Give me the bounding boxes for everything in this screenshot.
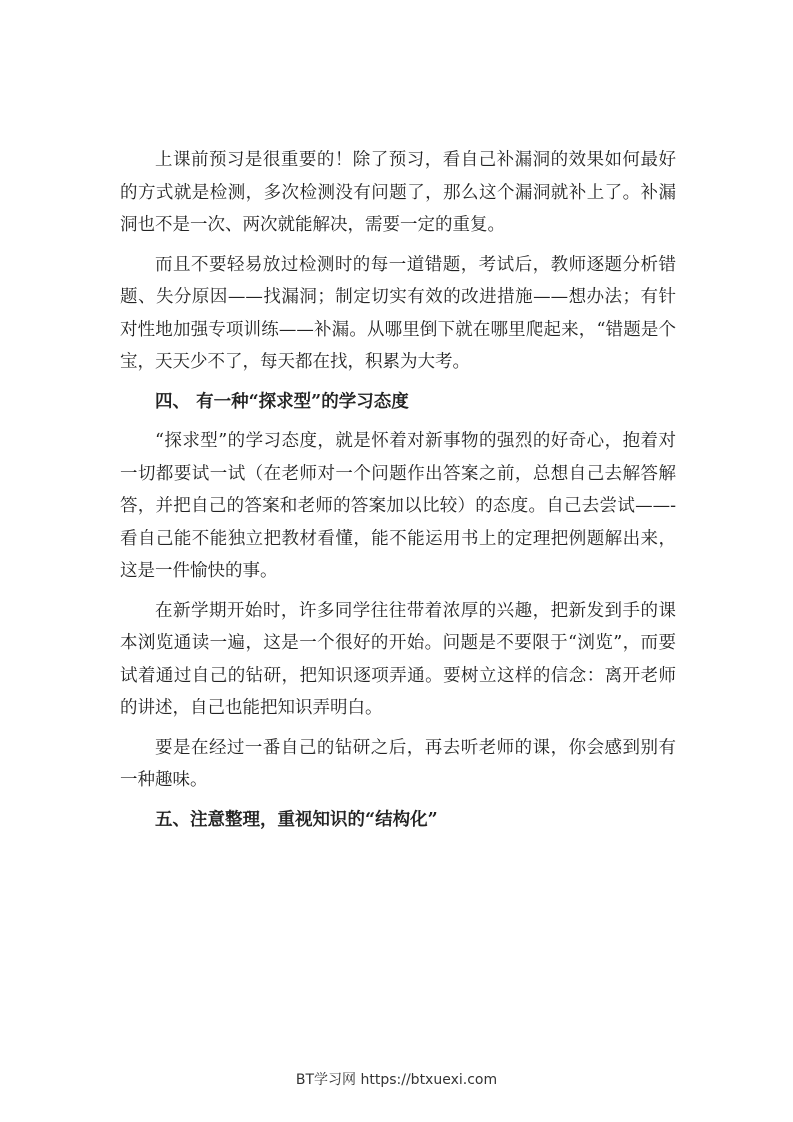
paragraph-preview-and-testing: 上课前预习是很重要的！除了预习，看自己补漏洞的效果如何最好的方式就是检测，多次检测没有问题了，那么这个漏洞就补上了。补漏洞也不是一次、两次就能解决，需要一定的重复。 [120, 150, 676, 235]
page-footer-link[interactable]: BT学习网 https://btxuexi.com [295, 1072, 498, 1088]
document-body [120, 144, 676, 836]
paragraph-self-study-interest: 要是在经过一番自己的钻研之后，再去听老师的课，你会感到别有一种趣味。 [120, 737, 676, 790]
section-heading-5: 五、注意整理，重视知识的“结构化” [155, 809, 438, 830]
paragraph-inquiry-attitude: “探求型”的学习态度，就是怀着对新事物的强烈的好奇心，抱着对一切都要试一试（在老师对一个问题作出答案之前，总想自己去解答解答，并把自己的答案和老师的答案加以比较）的态度。自己去尝试——-看自己能不能独立把教材看懂，能不能运用书上的定理把例题解出来，这是一件愉快的事。 [120, 431, 676, 581]
section-heading-4: 四、 有一种“探求型”的学习态度 [155, 391, 409, 412]
paragraph-error-analysis: 而且不要轻易放过检测时的每一道错题，考试后，教师逐题分析错题、失分原因——找漏洞；制定切实有效的改进措施——想办法；有针对性地加强专项训练——补漏。从哪里倒下就在哪里爬起来，“错题是个宝，天天少不了，每天都在找，积累为大考。 [120, 254, 676, 372]
paragraph-new-semester: 在新学期开始时，许多同学往往带着浓厚的兴趣，把新发到手的课本浏览通读一遍，这是一个很好的开始。问题是不要限于“浏览”，而要试着通过自己的钻研，把知识逐项弄通。要树立这样的信念：离开老师的讲述，自己也能把知识弄明白。 [120, 600, 676, 718]
